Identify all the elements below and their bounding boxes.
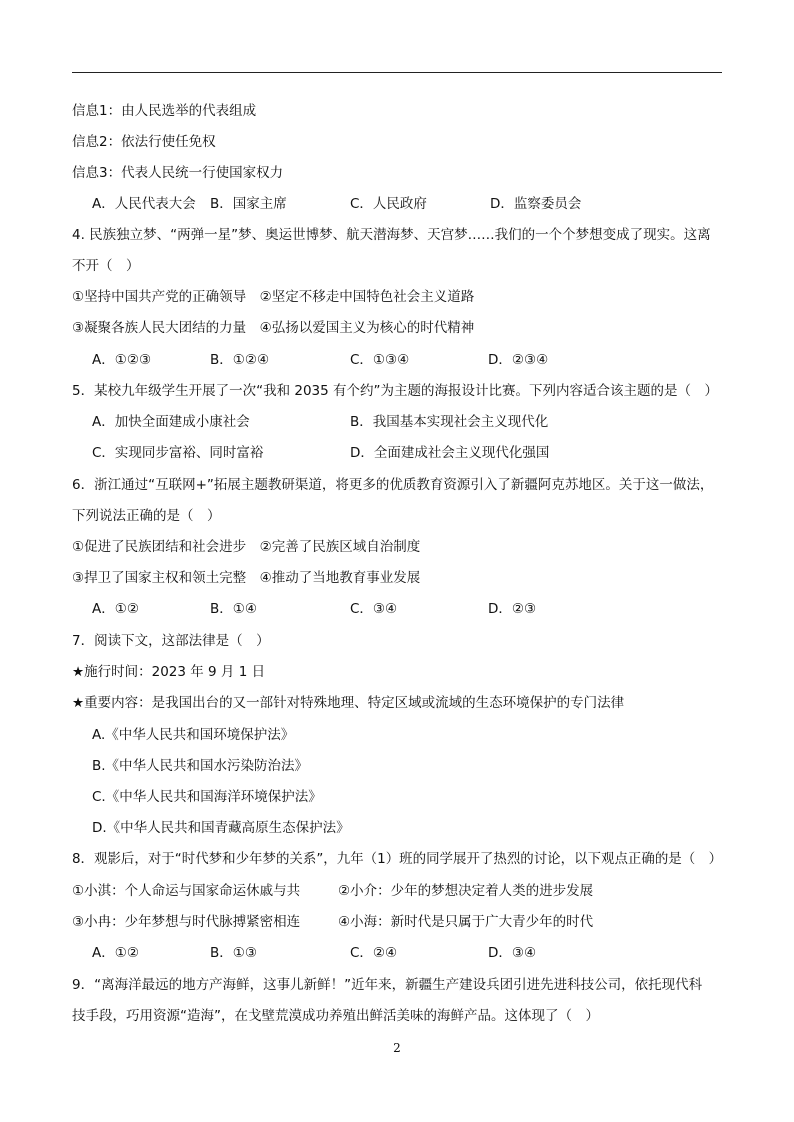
q3-option-d: D．监察委员会 <box>490 196 582 212</box>
q5-option-b: B．我国基本实现社会主义现代化 <box>350 414 549 430</box>
q4-option-b: B．①②④ <box>210 352 270 368</box>
q6-option-a: A．①② <box>92 601 139 617</box>
q8-option-a: A．①② <box>92 945 139 961</box>
q6-stem-line-1: 6．浙江通过“互联网+”拓展主题教研渠道，将更多的优质教育资源引入了新疆阿克苏地区。关于这一做法， <box>72 477 714 493</box>
info-line-1: 信息1：由人民选举的代表组成 <box>72 103 257 119</box>
q3-option-a: A．人民代表大会 <box>92 196 196 212</box>
q4-statements-1: ①坚持中国共产党的正确领导 ②坚定不移走中国特色社会主义道路 <box>72 289 475 305</box>
info-line-3: 信息3：代表人民统一行使国家权力 <box>72 165 284 181</box>
q8-option-c: C．②④ <box>350 945 398 961</box>
q4-option-a: A．①②③ <box>92 352 152 368</box>
q8-stem: 8．观影后，对于“时代梦和少年梦的关系”，九年（1）班的同学展开了热烈的讨论，以下观点正确的是（ ） <box>72 851 723 867</box>
q4-option-d: D．②③④ <box>488 352 549 368</box>
q6-statements-1: ①促进了民族团结和社会进步 ②完善了民族区域自治制度 <box>72 539 421 555</box>
q7-option-d: D.《中华人民共和国青藏高原生态保护法》 <box>92 820 350 836</box>
q8-statement-3: ③小冉：少年梦想与时代脉搏紧密相连 <box>72 914 301 930</box>
q6-option-d: D．②③ <box>488 601 537 617</box>
q4-option-c: C．①③④ <box>350 352 410 368</box>
q5-option-a: A．加快全面建成小康社会 <box>92 414 250 430</box>
q5-option-c: C．实现同步富裕、同时富裕 <box>92 445 264 461</box>
q4-statements-2: ③凝聚各族人民大团结的力量 ④弘扬以爱国主义为核心的时代精神 <box>72 320 475 336</box>
header-rule <box>72 72 722 73</box>
q8-option-d: D．③④ <box>488 945 537 961</box>
q3-option-c: C．人民政府 <box>350 196 427 212</box>
q6-statements-2: ③捍卫了国家主权和领土完整 ④推动了当地教育事业发展 <box>72 570 421 586</box>
q6-option-b: B．①④ <box>210 601 257 617</box>
q8-statement-4: ④小海：新时代是只属于广大青少年的时代 <box>338 914 594 930</box>
q5-stem: 5．某校九年级学生开展了一次“我和 2035 有个约”为主题的海报设计比赛。下列内容适合该主题的是（ ） <box>72 383 719 399</box>
q7-option-c: C.《中华人民共和国海洋环境保护法》 <box>92 789 322 805</box>
q6-stem-line-2: 下列说法正确的是（ ） <box>72 508 221 524</box>
q6-option-c: C．③④ <box>350 601 398 617</box>
q7-option-a: A.《中华人民共和国环境保护法》 <box>92 727 295 743</box>
page-number: 2 <box>393 1041 401 1055</box>
info-line-2: 信息2：依法行使任免权 <box>72 134 216 150</box>
q7-info-date: ★施行时间：2023 年 9 月 1 日 <box>72 664 266 680</box>
q9-stem-line-1: 9．“离海洋最远的地方产海鲜，这事儿新鲜！”近年来，新疆生产建设兵团引进先进科技公司，依托现代科 <box>72 977 703 993</box>
q7-stem: 7．阅读下文，这部法律是（ ） <box>72 633 270 649</box>
q8-statement-1: ①小淇：个人命运与国家命运休戚与共 <box>72 883 301 899</box>
q8-option-b: B．①③ <box>210 945 257 961</box>
q9-stem-line-2: 技手段，巧用资源“造海”，在戈壁荒漠成功养殖出鲜活美味的海鲜产品。这体现了（ ） <box>72 1008 599 1024</box>
q5-option-d: D．全面建成社会主义现代化强国 <box>350 445 550 461</box>
q7-option-b: B.《中华人民共和国水污染防治法》 <box>92 758 309 774</box>
q4-stem-line-1: 4. 民族独立梦、“两弹一星”梦、奥运世博梦、航天潜海梦、天宫梦……我们的一个个梦想变成了现实。这离 <box>72 227 711 243</box>
q3-option-b: B．国家主席 <box>210 196 287 212</box>
q4-stem-line-2: 不开（ ） <box>72 258 140 274</box>
q8-statement-2: ②小介：少年的梦想决定着人类的进步发展 <box>338 883 594 899</box>
q7-info-content: ★重要内容：是我国出台的又一部针对特殊地理、特定区域或流域的生态环境保护的专门法律 <box>72 695 625 711</box>
